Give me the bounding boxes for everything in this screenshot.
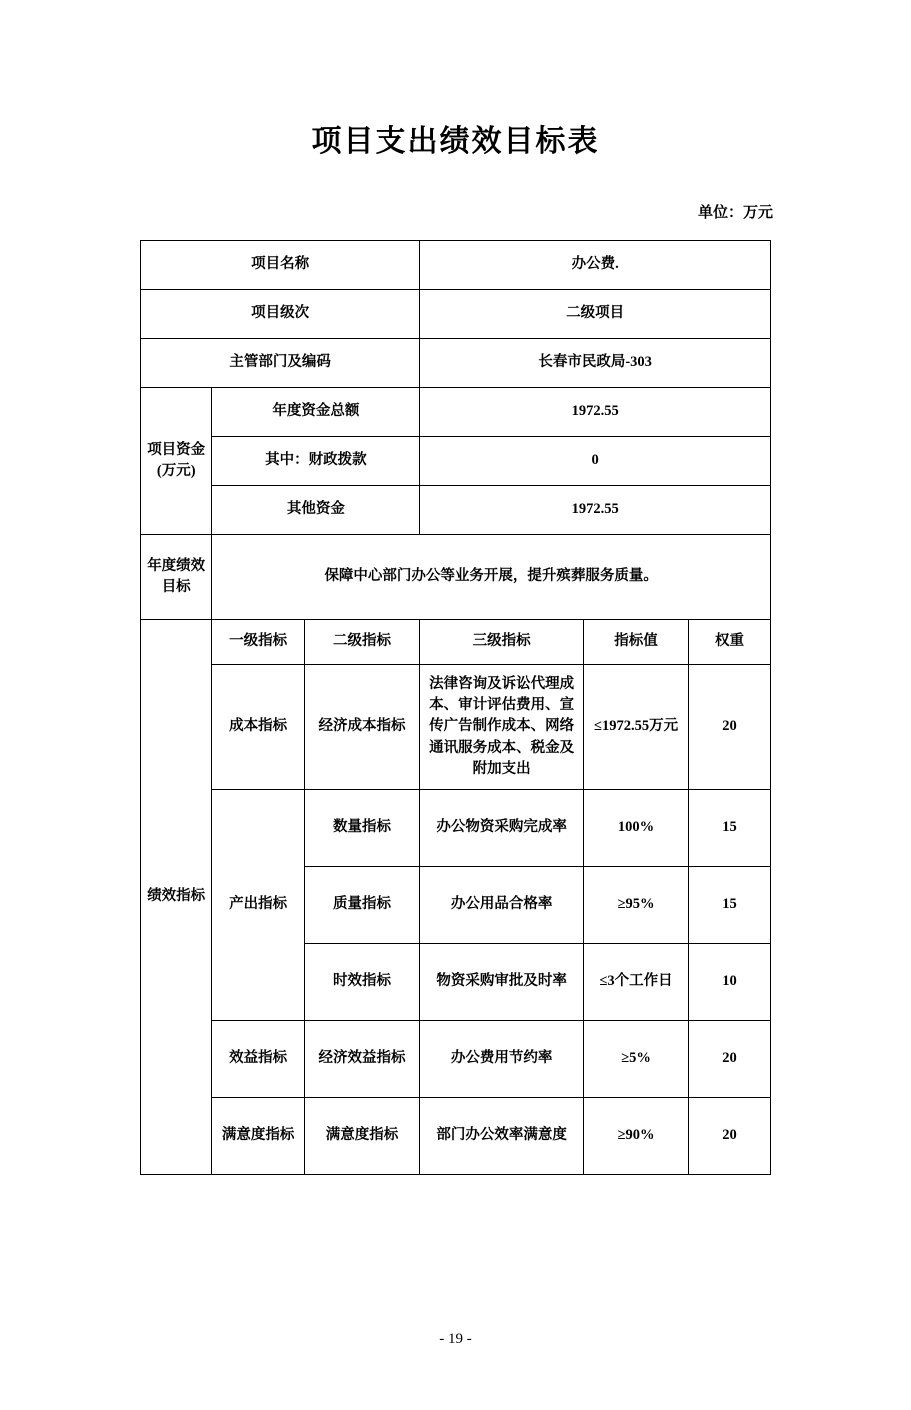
row-5-level2: 满意度指标: [304, 1098, 420, 1175]
table-row: [141, 535, 771, 620]
funding-total-label: 年度资金总额: [212, 388, 420, 437]
row-2-level2: 质量指标: [304, 867, 420, 944]
row-3-level2: 时效指标: [304, 944, 420, 1021]
header-value: 指标值: [584, 620, 689, 665]
row-3-level3: 物资采购审批及时率: [420, 944, 584, 1021]
funding-fiscal-label: 其中：财政拨款: [212, 437, 420, 486]
unit-note: 单位：万元: [697, 205, 773, 221]
project-level-value: 二级项目: [420, 290, 771, 339]
row-2-value: ≥95%: [584, 867, 689, 944]
project-level-label: 项目级次: [141, 290, 420, 339]
indicators-group-label: 绩效指标: [141, 620, 212, 1175]
project-name-value: 办公费.: [420, 241, 771, 290]
document-page: [0, 122, 911, 1410]
row-5-weight: 20: [689, 1098, 771, 1175]
row-5-value: ≥90%: [584, 1098, 689, 1175]
row-4-level2: 经济效益指标: [304, 1021, 420, 1098]
annual-goal-text: 保障中心部门办公等业务开展，提升殡葬服务质量。: [212, 535, 771, 620]
funding-other-label: 其他资金: [212, 486, 420, 535]
page-number: - 19 -: [439, 1331, 472, 1347]
table-row: [141, 339, 771, 388]
row-1-value: 100%: [584, 790, 689, 867]
table-row: [141, 665, 771, 790]
row-2-weight: 15: [689, 867, 771, 944]
row-3-weight: 10: [689, 944, 771, 1021]
table-row: [141, 290, 771, 339]
header-weight: 权重: [689, 620, 771, 665]
funding-group-label: 项目资金(万元): [141, 388, 212, 535]
row-0-level3: 法律咨询及诉讼代理成本、审计评估费用、宣传广告制作成本、网络通讯服务成本、税金及附加支出: [420, 665, 584, 790]
table-row: [141, 486, 771, 535]
header-level1: 一级指标: [212, 620, 304, 665]
row-1-level3: 办公物资采购完成率: [420, 790, 584, 867]
table-row: [141, 437, 771, 486]
header-level3: 三级指标: [420, 620, 584, 665]
project-name-label: 项目名称: [141, 241, 420, 290]
table-row: [141, 1021, 771, 1098]
row-5-level3: 部门办公效率满意度: [420, 1098, 584, 1175]
table-row: [141, 790, 771, 867]
funding-total-value: 1972.55: [420, 388, 771, 437]
row-0-level1: 成本指标: [212, 665, 304, 790]
page-title: 项目支出绩效目标表: [311, 125, 600, 158]
row-0-weight: 20: [689, 665, 771, 790]
row-4-weight: 20: [689, 1021, 771, 1098]
row-4-value: ≥5%: [584, 1021, 689, 1098]
row-1-level1: 产出指标: [212, 790, 304, 1021]
performance-target-table: [140, 240, 771, 1175]
row-1-level2: 数量指标: [304, 790, 420, 867]
header-level2: 二级指标: [304, 620, 420, 665]
row-2-level3: 办公用品合格率: [420, 867, 584, 944]
table-row: [141, 241, 771, 290]
table-row: [141, 620, 771, 665]
row-3-value: ≤3个工作日: [584, 944, 689, 1021]
department-code-value: 长春市民政局-303: [420, 339, 771, 388]
funding-fiscal-value: 0: [420, 437, 771, 486]
department-code-label: 主管部门及编码: [141, 339, 420, 388]
annual-goal-label: 年度绩效目标: [141, 535, 212, 620]
table-row: [141, 388, 771, 437]
row-0-level2: 经济成本指标: [304, 665, 420, 790]
funding-other-value: 1972.55: [420, 486, 771, 535]
row-5-level1: 满意度指标: [212, 1098, 304, 1175]
row-0-value: ≤1972.55万元: [584, 665, 689, 790]
row-1-weight: 15: [689, 790, 771, 867]
table-row: [141, 1098, 771, 1175]
row-4-level1: 效益指标: [212, 1021, 304, 1098]
row-4-level3: 办公费用节约率: [420, 1021, 584, 1098]
